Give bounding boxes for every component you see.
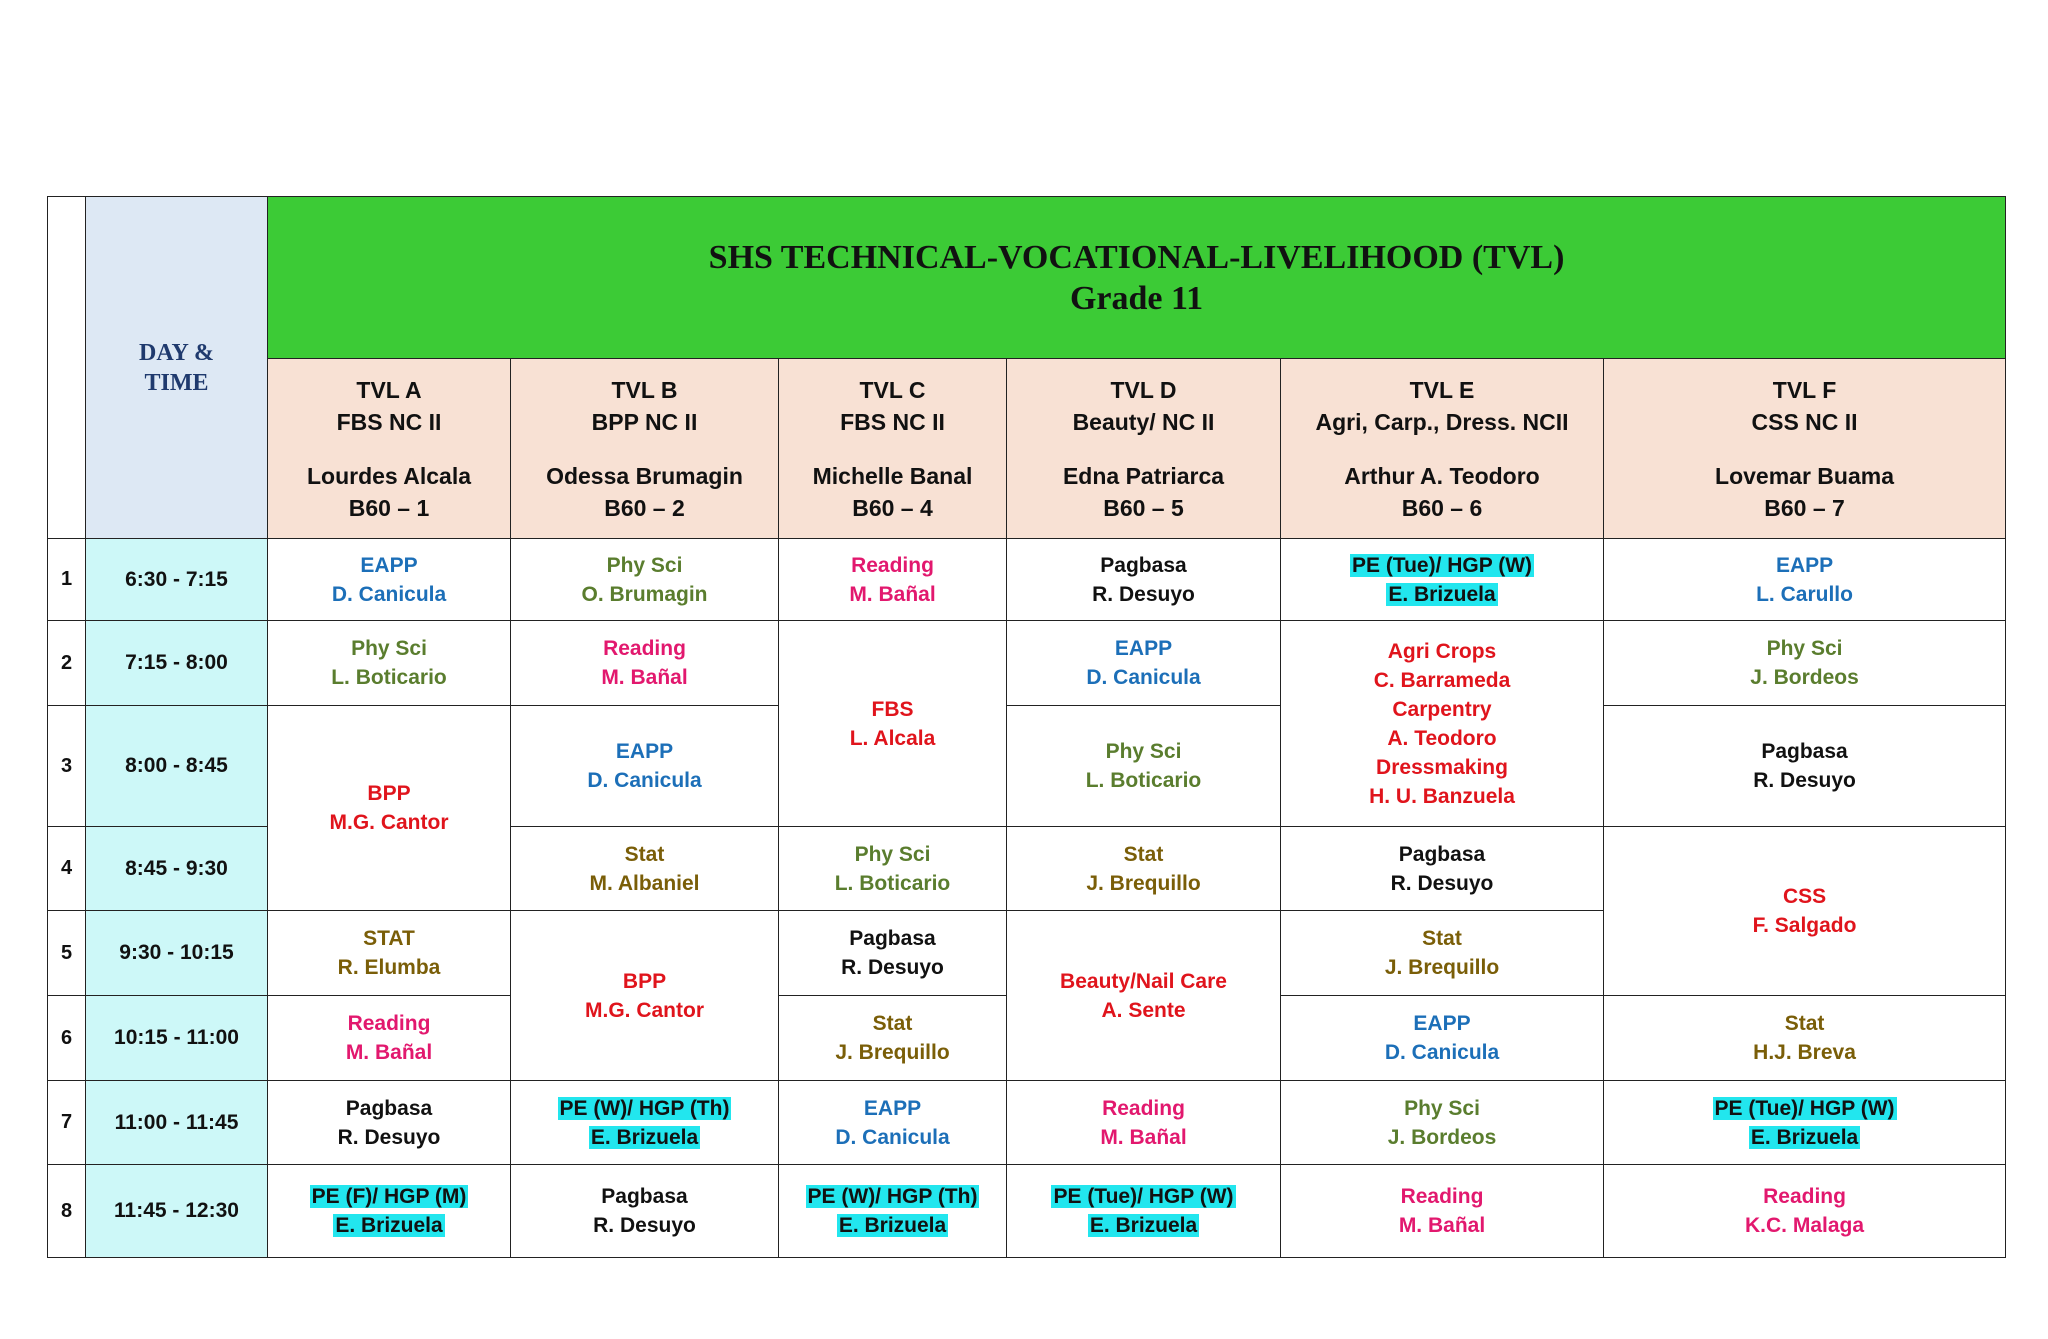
class-cell (1281, 621, 1604, 827)
section-name: TVL D (1110, 376, 1177, 403)
section-room: B60 – 6 (1401, 494, 1483, 521)
section-header-tvl-d (1007, 359, 1281, 539)
teacher: D. Canicula (1384, 1041, 1500, 1064)
class-cell (511, 539, 779, 621)
section-course: FBS NC II (840, 408, 945, 435)
teacher: L. Boticario (1085, 769, 1202, 792)
period-number: 5 (48, 911, 86, 996)
class-cell (511, 911, 779, 1081)
subject: Reading (1763, 1185, 1846, 1208)
period-time: 8:00 - 8:45 (86, 706, 268, 827)
subject: Pagbasa (1100, 553, 1187, 577)
class-cell (779, 539, 1007, 621)
teacher: M. Bañal (849, 582, 936, 606)
section-course: Agri, Carp., Dress. NCII (1315, 408, 1569, 435)
day-time-header (86, 197, 268, 539)
section-room: B60 – 2 (604, 494, 685, 521)
subject: PE (Tue)/ HGP (W) (1714, 1096, 1895, 1120)
subject: Reading (851, 553, 934, 577)
subject: Phy Sci (1105, 740, 1182, 763)
period-time: 10:15 - 11:00 (86, 996, 268, 1081)
period-time: 11:00 - 11:45 (86, 1081, 268, 1165)
teacher: R. Desuyo (337, 1125, 441, 1149)
subject: PE (Tue)/ HGP (W) (1053, 1185, 1234, 1208)
section-adviser: Odessa Brumagin (546, 462, 743, 489)
subject: CSS (1782, 885, 1827, 908)
class-cell (779, 996, 1007, 1081)
class-cell (1281, 911, 1604, 996)
subject: Reading (1102, 1096, 1185, 1120)
subject: Stat (1123, 842, 1164, 866)
class-cell (1007, 539, 1281, 621)
subject: Phy Sci (1766, 637, 1843, 660)
subject: BPP (367, 782, 411, 805)
class-cell (511, 827, 779, 911)
class-cell (779, 1081, 1007, 1165)
subject: PE (F)/ HGP (M) (311, 1185, 467, 1208)
period-time: 9:30 - 10:15 (86, 911, 268, 996)
class-cell (1281, 1165, 1604, 1258)
teacher: L. Boticario (331, 666, 447, 689)
class-cell (779, 911, 1007, 996)
teacher: A. Sente (1101, 998, 1186, 1022)
section-adviser: Lourdes Alcala (306, 462, 472, 489)
section-name: TVL E (1409, 376, 1475, 403)
subject: Phy Sci (351, 637, 427, 660)
section-course: Beauty/ NC II (1072, 408, 1215, 435)
teacher: R. Desuyo (841, 956, 944, 979)
teacher: H.J. Breva (1753, 1041, 1856, 1064)
section-room: B60 – 1 (348, 494, 430, 521)
subject: Reading (603, 637, 686, 660)
teacher: J. Brequillo (1086, 871, 1201, 895)
teacher: L. Carullo (1756, 582, 1853, 606)
period-number: 3 (48, 706, 86, 827)
subject: Reading (347, 1012, 431, 1035)
grade-label: Grade 11 (1069, 279, 1204, 317)
teacher: D. Canicula (835, 1125, 950, 1149)
schedule-table (47, 196, 2006, 1258)
teacher: M.G. Cantor (585, 998, 704, 1022)
section-header-tvl-c (779, 359, 1007, 539)
subject: EAPP (1775, 553, 1834, 577)
class-cell (511, 706, 779, 827)
teacher: M. Bañal (601, 666, 688, 689)
subject: Stat (1422, 927, 1462, 950)
page-title: SHS TECHNICAL-VOCATIONAL-LIVELIHOOD (TVL) (708, 238, 1565, 276)
class-cell (1604, 621, 2006, 706)
class-cell (1604, 827, 2006, 996)
class-cell (1604, 1165, 2006, 1258)
subject: Phy Sci (854, 842, 931, 866)
class-cell (1007, 1165, 1281, 1258)
section-name: TVL C (859, 376, 926, 403)
subject: EAPP (360, 553, 418, 577)
subject: PE (W)/ HGP (Th) (559, 1096, 730, 1120)
section-room: B60 – 4 (852, 494, 933, 521)
section-name: TVL B (611, 376, 678, 403)
class-cell (268, 1081, 511, 1165)
teacher: L. Alcala (849, 726, 936, 750)
teacher: M. Bañal (1100, 1125, 1187, 1149)
period-number: 7 (48, 1081, 86, 1165)
teacher: M.G. Cantor (329, 811, 449, 834)
teacher: R. Desuyo (1753, 769, 1856, 792)
section-header-tvl-a (268, 359, 511, 539)
teacher: E. Brizuela (1089, 1214, 1198, 1237)
section-course: FBS NC II (336, 408, 442, 435)
class-cell (511, 1081, 779, 1165)
teacher: E. Brizuela (1750, 1125, 1859, 1149)
class-cell (1007, 706, 1281, 827)
period-number: 6 (48, 996, 86, 1081)
teacher: C. Barrameda (1373, 668, 1511, 692)
subject: Pagbasa (345, 1096, 433, 1120)
teacher: M. Bañal (1398, 1214, 1486, 1237)
class-cell (268, 706, 511, 911)
teacher: O. Brumagin (581, 582, 708, 606)
section-header-tvl-f (1604, 359, 2006, 539)
class-cell (1007, 827, 1281, 911)
section-name: TVL A (356, 376, 422, 403)
subject: Phy Sci (606, 553, 683, 577)
section-adviser: Lovemar Buama (1715, 462, 1895, 489)
subject: EAPP (1413, 1012, 1471, 1035)
subject: Reading (1400, 1185, 1484, 1208)
section-header-tvl-b (511, 359, 779, 539)
corner-cell (48, 197, 86, 539)
subject: EAPP (1114, 637, 1173, 660)
subject: Dressmaking (1376, 755, 1508, 779)
section-adviser: Edna Patriarca (1062, 462, 1225, 489)
teacher: J. Bordeos (1750, 666, 1859, 689)
teacher: R. Elumba (337, 956, 441, 979)
class-cell (1281, 996, 1604, 1081)
class-cell (268, 1165, 511, 1258)
teacher: E. Brizuela (335, 1214, 443, 1237)
teacher: M. Bañal (345, 1041, 433, 1064)
class-cell (1281, 827, 1604, 911)
class-cell (1007, 1081, 1281, 1165)
class-cell (1281, 539, 1604, 621)
subject: Pagbasa (1398, 842, 1486, 866)
subject: STAT (363, 927, 415, 950)
period-number: 8 (48, 1165, 86, 1258)
period-number: 2 (48, 621, 86, 706)
class-cell (1604, 539, 2006, 621)
subject: Stat (624, 842, 665, 866)
class-cell (1007, 911, 1281, 1081)
section-adviser: Michelle Banal (812, 462, 973, 489)
class-cell (779, 1165, 1007, 1258)
class-cell (268, 911, 511, 996)
title-banner (268, 197, 2006, 359)
subject: EAPP (863, 1096, 922, 1120)
class-cell (1604, 706, 2006, 827)
teacher: H. U. Banzuela (1369, 784, 1515, 808)
subject: Pagbasa (1761, 740, 1848, 763)
day-time-label-line2: TIME (144, 369, 209, 396)
class-cell (1604, 1081, 2006, 1165)
section-adviser: Arthur A. Teodoro (1344, 462, 1540, 489)
subject: Pagbasa (849, 927, 936, 950)
subject: Pagbasa (601, 1185, 688, 1208)
teacher: R. Desuyo (593, 1214, 696, 1237)
teacher: A. Teodoro (1387, 726, 1497, 750)
class-cell (268, 996, 511, 1081)
section-header-tvl-e (1281, 359, 1604, 539)
teacher: K.C. Malaga (1745, 1214, 1865, 1237)
subject: FBS (871, 697, 914, 721)
period-time: 11:45 - 12:30 (86, 1165, 268, 1258)
section-room: B60 – 7 (1764, 494, 1845, 521)
class-cell (511, 621, 779, 706)
period-time: 8:45 - 9:30 (86, 827, 268, 911)
period-time: 6:30 - 7:15 (86, 539, 268, 621)
subject: PE (Tue)/ HGP (W) (1351, 553, 1533, 577)
period-number: 1 (48, 539, 86, 621)
class-cell (268, 621, 511, 706)
teacher: E. Brizuela (1388, 582, 1496, 606)
teacher: F. Salgado (1752, 914, 1857, 937)
teacher: J. Bordeos (1387, 1125, 1497, 1149)
section-course: BPP NC II (591, 408, 698, 435)
class-cell (1604, 996, 2006, 1081)
section-room: B60 – 5 (1103, 494, 1184, 521)
class-cell (1281, 1081, 1604, 1165)
subject: PE (W)/ HGP (Th) (807, 1185, 978, 1208)
class-cell (779, 621, 1007, 827)
subject: BPP (622, 969, 667, 993)
subject: Phy Sci (1404, 1096, 1480, 1120)
section-name: TVL F (1772, 376, 1837, 403)
subject: Carpentry (1392, 697, 1492, 721)
class-cell (779, 827, 1007, 911)
subject: Stat (1784, 1012, 1825, 1035)
subject: Agri Crops (1387, 639, 1497, 663)
class-cell (1007, 621, 1281, 706)
teacher: J. Brequillo (1384, 956, 1500, 979)
teacher: E. Brizuela (590, 1125, 699, 1149)
subject: EAPP (615, 740, 674, 763)
teacher: E. Brizuela (838, 1214, 947, 1237)
period-time: 7:15 - 8:00 (86, 621, 268, 706)
class-cell (511, 1165, 779, 1258)
teacher: D. Canicula (331, 582, 447, 606)
teacher: R. Desuyo (1092, 582, 1195, 606)
teacher: D. Canicula (1086, 666, 1201, 689)
class-cell (268, 539, 511, 621)
teacher: R. Desuyo (1390, 871, 1494, 895)
subject: Stat (872, 1012, 913, 1035)
period-number: 4 (48, 827, 86, 911)
day-time-label-line1: DAY & (139, 339, 214, 366)
teacher: L. Boticario (834, 871, 951, 895)
section-course: CSS NC II (1751, 408, 1858, 435)
subject: Beauty/Nail Care (1060, 969, 1227, 993)
teacher: J. Brequillo (835, 1041, 950, 1064)
teacher: D. Canicula (587, 769, 702, 792)
teacher: M. Albaniel (589, 871, 700, 895)
